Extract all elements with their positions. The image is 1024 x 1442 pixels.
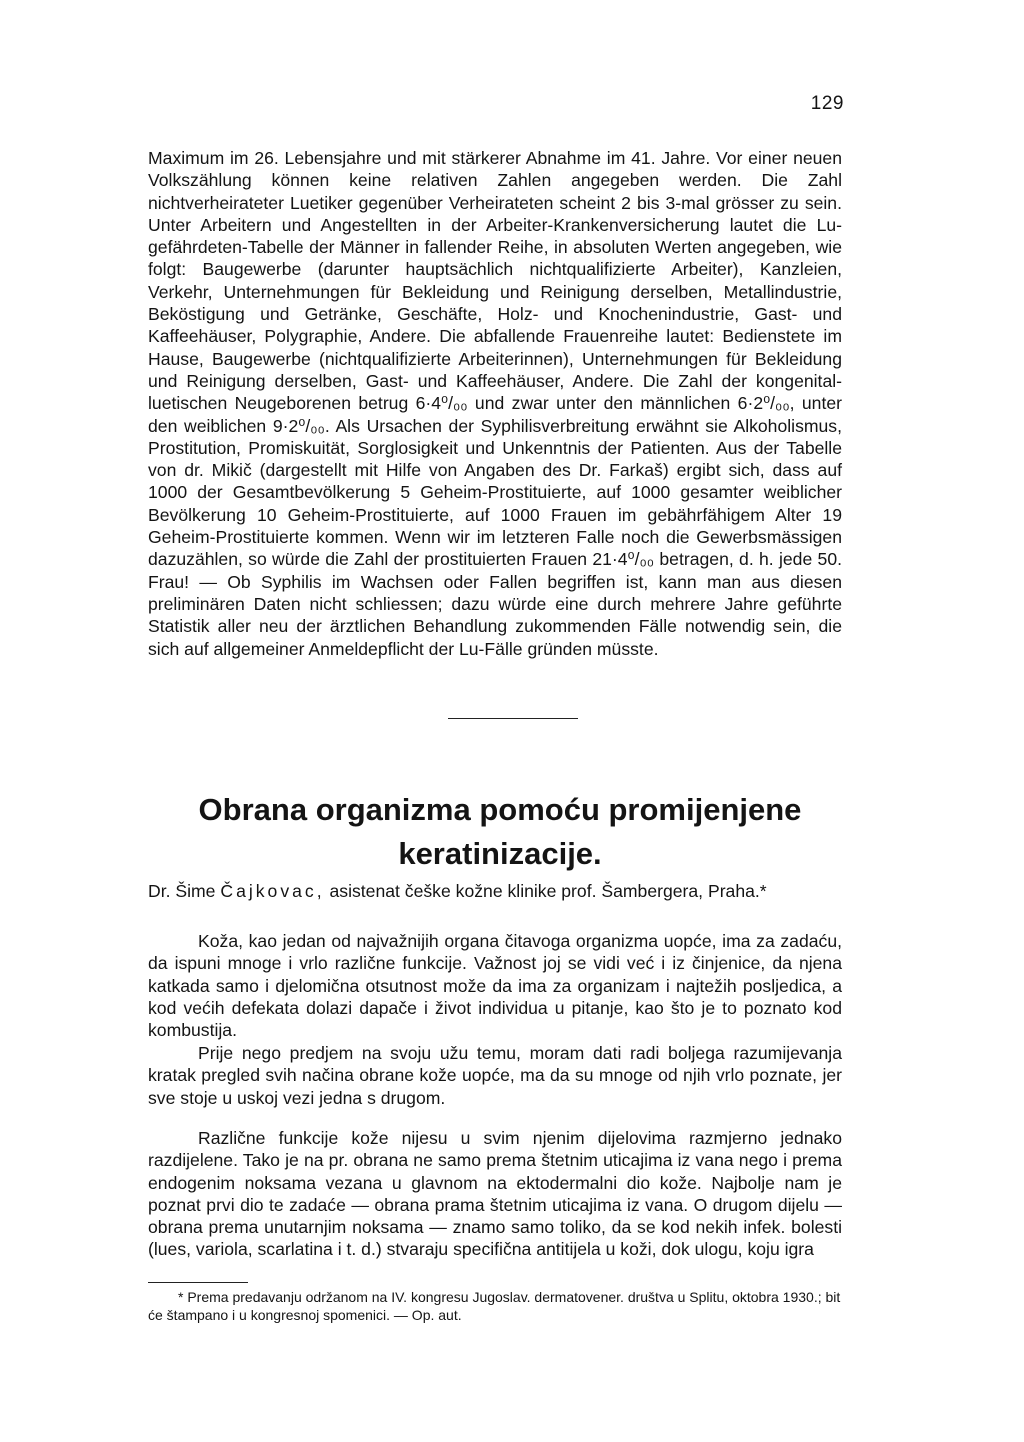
article-title-line-2: keratinizacije. [398, 836, 602, 871]
author-name: Čajkovac, [220, 881, 325, 901]
page-number: 129 [810, 93, 844, 114]
paragraph-overview: Prije nego predjem na svoju užu temu, moram dati radi boljega razumijevanja kratak pregled svih načina obrane kože uopće, ma da su mnoge od njih vrlo poznate, jer sve stoje u uskoj vezi jedna s drugom. [148, 1043, 842, 1108]
paragraph-intro: Koža, kao jedan od najvažnijih organa čitavoga organizma uopće, ima za zadaću, da ispuni mnoge i vrlo različne funkcije. Važnost joj se vidi već i iz činjenice, da njena katkada samo i djelomična otsutnost može da ima za organizam i najtežih posljedica, a kod većih defekata dolazi dapače i život individua u pitanje, kao što je to poznato kod kombustija. [148, 931, 842, 1041]
byline-affiliation: asistenat češke kožne klinike prof. Šambergera, Praha.* [329, 881, 767, 901]
author-byline [148, 880, 842, 902]
paragraph-statistics: Maximum im 26. Lebensjahre und mit stärkerer Abnahme im 41. Jahre. Vor einer neuen Volkszählung können keine relativen Zahlen angegeben werden. Die Zahl nichtverheirateter Luetiker gegenüber Verheirateten scheint 2 bis 3-mal grösser zu sein. Unter Arbeitern und Angestellten in der Arbeiter-Krankenversicherung lautet die Lu-gefährdeten-Tabelle der Männer in fallender Reihe, in absoluten Werten angegeben, wie folgt: Baugewerbe (darunter hauptsächlich nichtqualifizierte Arbeiter), Kanzleien, Verkehr, Unternehmungen für Bekleidung und Reinigung derselben, Metallindustrie, Beköstigung und Getränke, Geschäfte, Holz- und Knochenindustrie, Gast- und Kaffeehäuser, Polygraphie, Andere. Die abfallende Frauenreihe lautet: Bedienstete im Hause, Baugewerbe (nichtqualifizierte Arbeiterinnen), Unternehmungen für Bekleidung und Reinigung derselben, Gast- und Kaffeehäuser, Andere. Die Zahl der kongenital-luetischen Neugeborenen betrug 6·4⁰/₀₀ und zwar unter den männlichen 6·2⁰/₀₀, unter den weiblichen 9·2⁰/₀₀. Als Ursachen der Syphilisverbreitung erwähnt sie Alkoholismus, Prostitution, Promiskuität, Sorglosigkeit und Unkenntnis der Patienten. Aus der Tabelle von dr. Mikič (dargestellt mit Hilfe von Angaben des Dr. Farkaš) ergibt sich, dass auf 1000 der Gesamtbevölkerung 5 Geheim-Prostituierte, auf 1000 gesamter weiblicher Bevölkerung 10 Geheim-Prostituierte, auf 1000 Frauen im gebährfähigem Alter 19 Geheim-Prostituierte kommen. Wenn wir im letzteren Falle noch die Gewerbsmässigen dazuzählen, so würde die Zahl der prostituierten Frauen 21·4⁰/₀₀ betragen, d. h. jede 50. Frau! — Ob Syphilis im Wachsen oder Fallen begriffen ist, kann man aus diesen preliminären Daten nicht schliessen; dazu würde eine durch mehrere Jahre geführte Statistik aller neu der ärztlichen Behandlung zukommenden Fälle notwendig sein, die sich auf allgemeiner Anmeldepflicht der Lu-Fälle gründen müsste. [148, 148, 842, 659]
article-title-line-1: Obrana organizma pomoću promijenjene [198, 792, 802, 827]
article-title [130, 788, 870, 876]
footnote-rule [148, 1282, 248, 1283]
paragraph-functions: Različne funkcije kože nijesu u svim njenim dijelovima razmjerno jednako razdijelene. Tako je na pr. obrana ne samo prema štetnim uticajima iz vana nego i prema endogenim noksama vezana u glavnom na ektodermalni dio kože. Najbolje nam je poznat prvi dio te zadaće — obrana prama štetnim uticajima iz vana. O drugom dijelu — obrana prema unutarnjim noksama — znamo samo toliko, da se kod nekih infek. bolesti (lues, variola, scarlatina i t. d.) stvaraju specifična antitijela u koži, dok ulogu, koju igra [148, 1128, 842, 1260]
byline-prefix: Dr. Šime [148, 881, 216, 901]
section-separator [448, 718, 578, 719]
footnote: * Prema predavanju održanom na IV. kongresu Jugoslav. dermatovener. društva u Splitu, oktobra 1930.; bit će štampano i u kongresnoj spomenici. — Op. aut. [148, 1289, 841, 1323]
